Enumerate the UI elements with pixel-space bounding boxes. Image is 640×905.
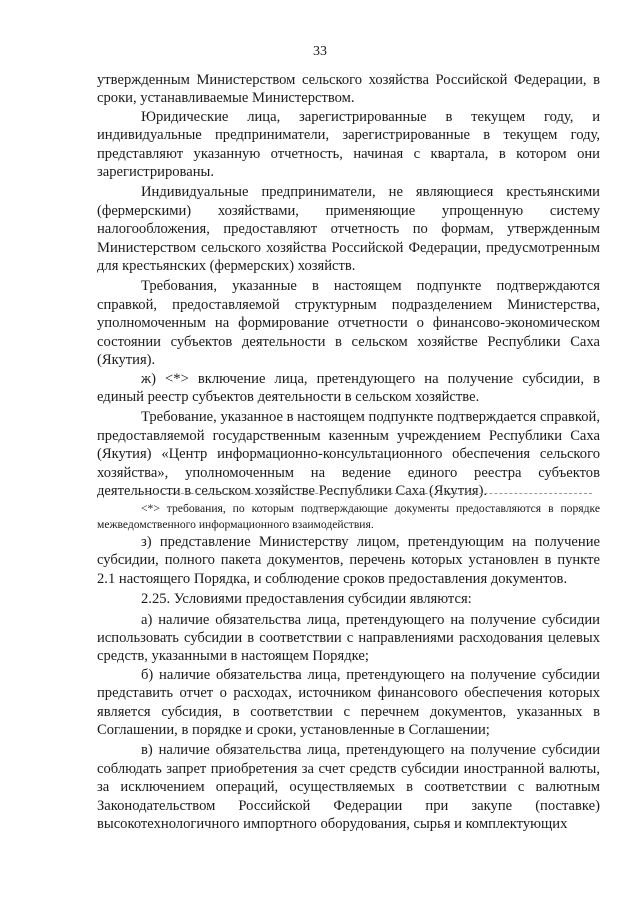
paragraph-condition-a: а) наличие обязательства лица, претендующего на получение субсидии использовать субсидии в соответствии с направлениями расходования целевых средств, указанными в настоящем Порядке; [97,611,600,665]
paragraph-requirements-confirmation: Требования, указанные в настоящем подпункте подтверждаются справкой, предоставляемой структурным подразделением Министерства, уполномоченным на формирование отчетности о финансово-экономическом состоянии субъектов деятельности в сельском хозяйстве Республики Саха (Якутия). [97,278,600,369]
paragraph-item-z: з) представление Министерству лицом, претендующим на получение субсидии, полного пакета документов, перечень которых установлен в пункте 2.1 настоящего Порядка, и соблюдение сроков предоставления документов. [97,534,600,587]
paragraph-individual-entrepreneurs: Индивидуальные предприниматели, не являющиеся крестьянскими (фермерскими) хозяйствами, применяющие упрощенную систему налогообложения, предоставляют отчетность по формам, утвержденным Министерством сельского хозяйства Российской Федерации, предусмотренным для крестьянских (фермерских) хозяйств. [97,184,600,275]
main-text-block [97,71,600,500]
paragraph-item-zh: ж) <*> включение лица, претендующего на получение субсидии, в единый реестр субъектов деятельности в сельском хозяйстве. [97,370,600,405]
paragraph-condition-v: в) наличие обязательства лица, претендующего на получение субсидии соблюдать запрет приобретения за счет средств субсидии иностранной валюты, за исключением операций, осуществляемых в соответствии с валютным Законодательством Российской Федерации при закупе (поставке) высокотехнологичного импортного оборудования, сырья и комплектующих [97,742,600,833]
lower-text-block [97,533,600,834]
paragraph-condition-b: б) наличие обязательства лица, претендующего на получение субсидии представить отчет о расходах, источником финансового обеспечения которых является субсидия, в соответствии с перечнем документов, указанных в Соглашении, в порядке и сроки, установленные в Соглашении; [97,666,600,739]
footnote: <*> требования, по которым подтверждающие документы предоставляются в порядке межведомственного информационного взаимодействия. [97,502,600,531]
footnote-divider [136,493,592,494]
paragraph-legal-entities: Юридические лица, зарегистрированные в текущем году, и индивидуальные предприниматели, зарегистрированные в текущем году, представляют указанную отчетность, начиная с квартала, в котором они зарегистрированы. [97,108,600,181]
page-number: 33 [313,44,327,59]
paragraph-requirement-registry: Требование, указанное в настоящем подпункте подтверждается справкой, предоставляемой государственным казенным учреждением Республики Саха (Якутия) «Центр информационно-консультационного обеспечения сельского хозяйства», уполномоченным на ведение единого реестра субъектов деятельности в сельском хозяйстве Республики Саха (Якутия). [97,409,600,499]
paragraph-section-2-25: 2.25. Условиями предоставления субсидии являются: [141,591,472,608]
paragraph-continuation: утвержденным Министерством сельского хозяйства Российской Федерации, в сроки, устанавливаемые Министерством. [97,72,600,107]
